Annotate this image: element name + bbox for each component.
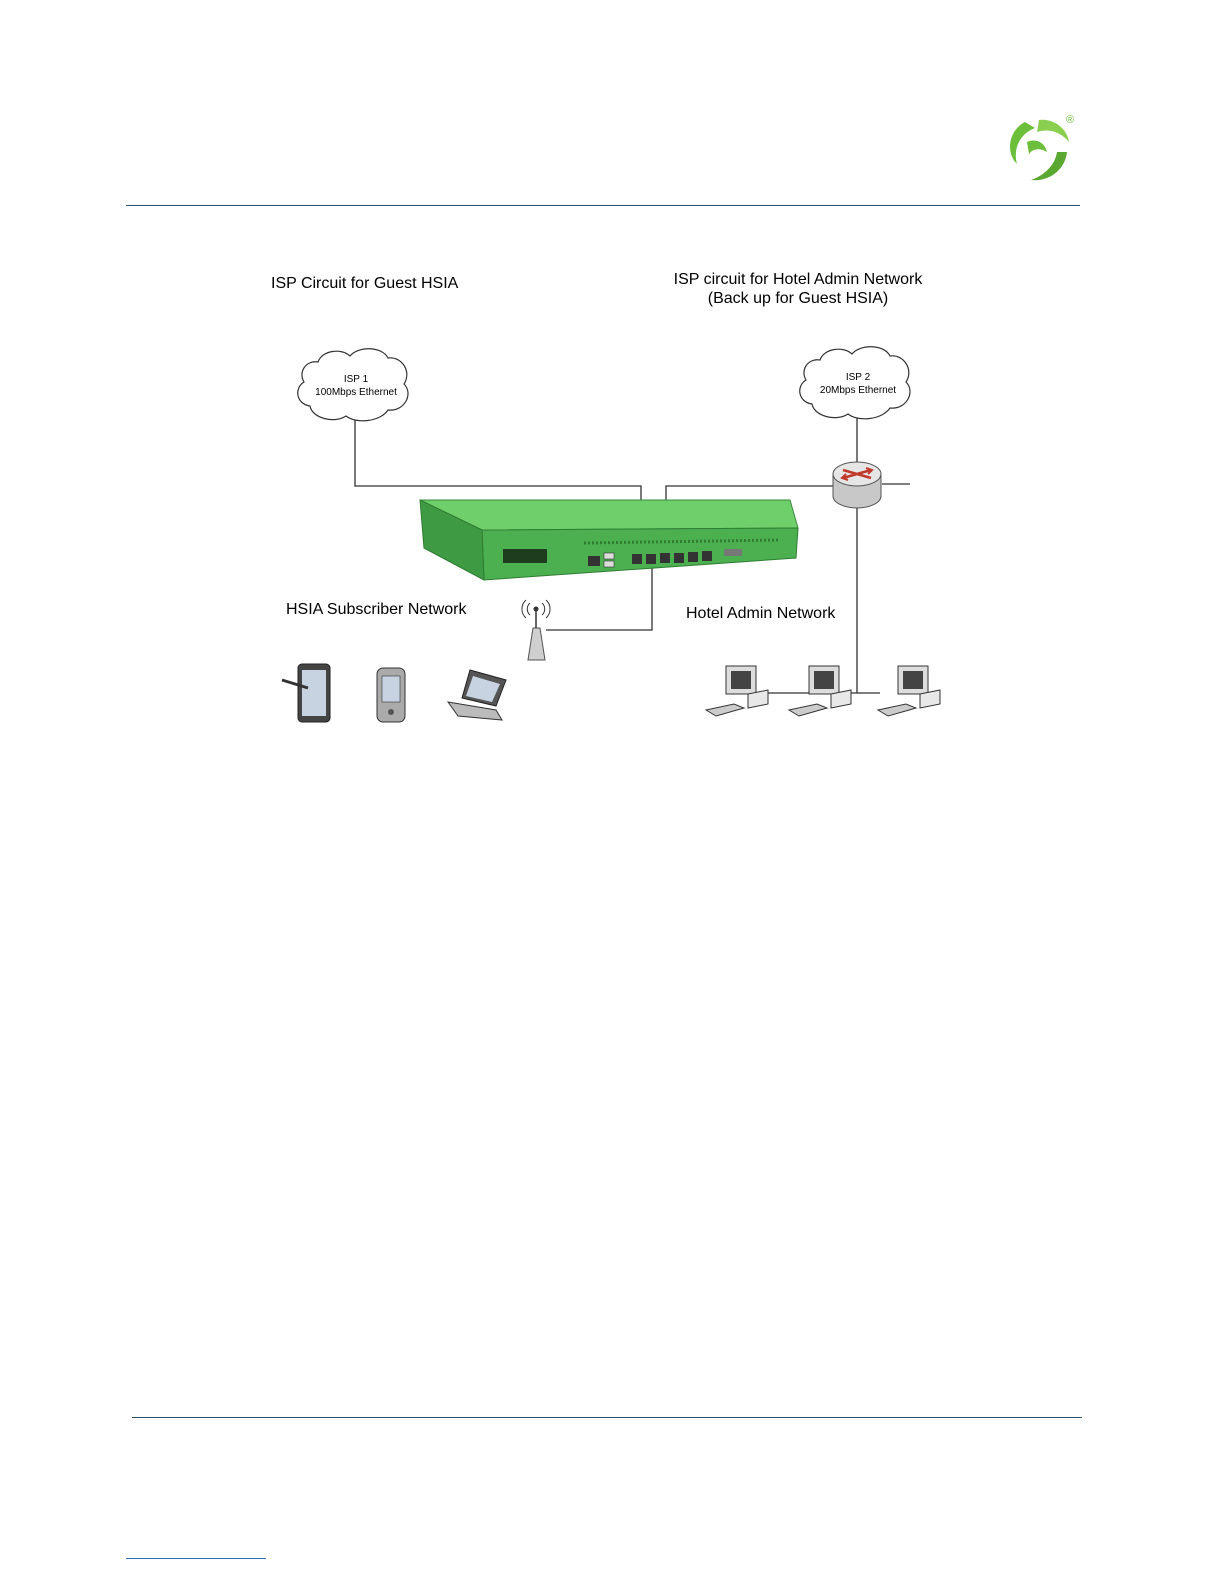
admin-network-label: Hotel Admin Network [686,605,836,622]
subscriber-network-label: HSIA Subscriber Network [286,601,467,618]
wireless-access-point-icon [522,600,550,660]
footnote-rule [126,1558,266,1559]
isp2-cloud-line1: ISP 2 [845,372,871,383]
laptop-icon [448,670,506,720]
isp2-cloud-line2: 20Mbps Ethernet [819,385,897,396]
registered-mark: ® [1066,114,1075,126]
footer-rule [132,1417,1082,1418]
desktop-computer-icon [878,666,940,716]
desktop-computer-icon [706,666,768,716]
isp2-heading-line1: ISP circuit for Hotel Admin Network [673,271,923,288]
tablet-icon [282,664,330,722]
isp1-cloud-label [300,373,412,399]
isp2-heading-line2: (Back up for Guest HSIA) [707,290,889,307]
isp2-heading [668,270,928,308]
isp1-cloud-line1: ISP 1 [343,374,369,385]
desktop-computer-icon [789,666,851,716]
isp1-cloud-line2: 100Mbps Ethernet [315,387,397,398]
isp2-cloud-label [802,371,914,397]
pda-icon [377,668,405,722]
isp1-heading: ISP Circuit for Guest HSIA [271,275,459,292]
router-icon [833,462,881,508]
network-gateway-appliance-icon [420,500,798,580]
